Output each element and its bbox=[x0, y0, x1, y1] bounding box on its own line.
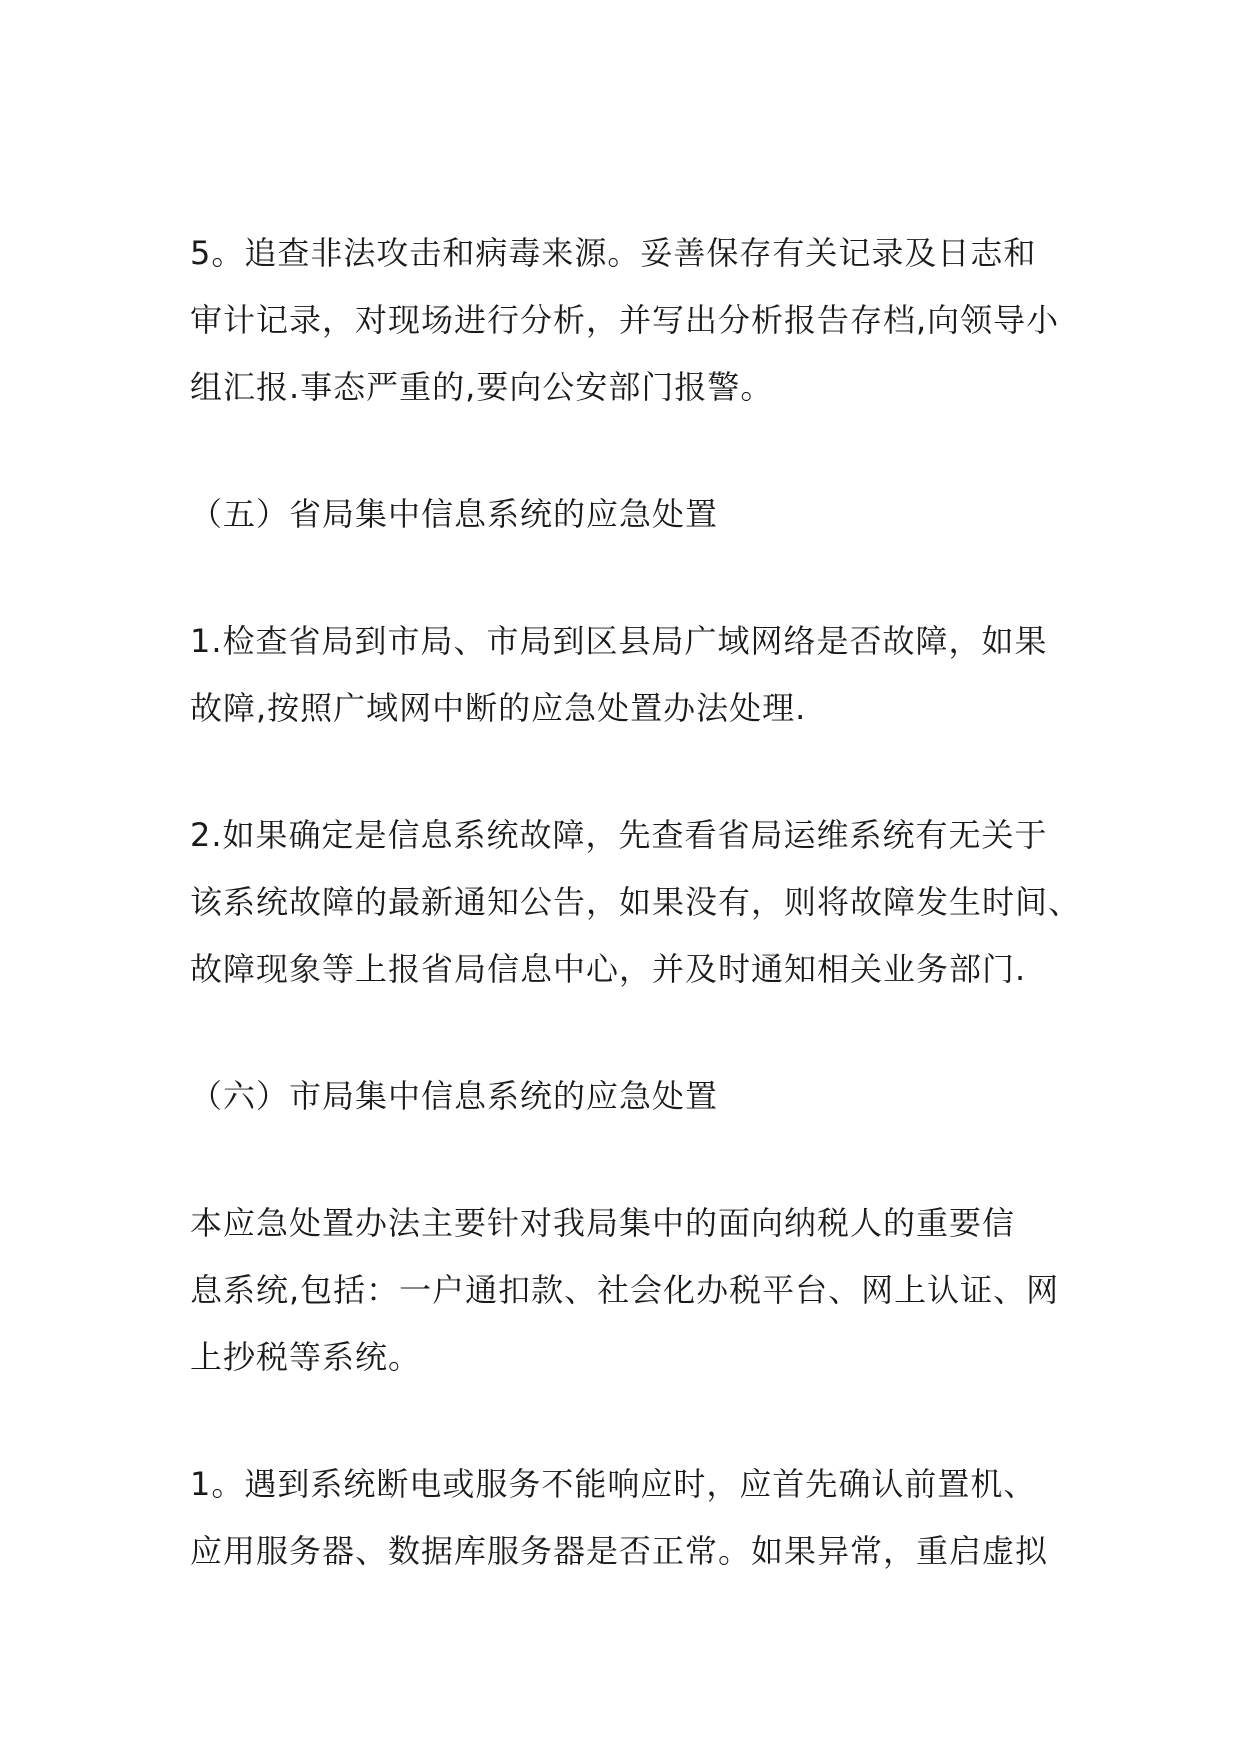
text-line: 应用服务器、数据库服务器是否正常。如果异常，重启虚拟 bbox=[190, 1532, 1049, 1570]
text-line: 本应急处置办法主要针对我局集中的面向纳税人的重要信 bbox=[190, 1204, 1016, 1242]
section-heading-city-systems bbox=[190, 1063, 1070, 1130]
document-body bbox=[190, 220, 1082, 1585]
text-line: 该系统故障的最新通知公告，如果没有，则将故障发生时间、 bbox=[190, 883, 1082, 921]
text-line: 1.检查省局到市局、市局到区县局广域网络是否故障，如果 bbox=[190, 622, 1048, 660]
paragraph-check-wan bbox=[190, 608, 1070, 742]
text-line: 息系统,包括：一户通扣款、社会化办税平台、网上认证、网 bbox=[190, 1271, 1060, 1309]
paragraph-trace-attack-source bbox=[190, 220, 1070, 421]
text-line: 5。追查非法攻击和病毒来源。妥善保存有关记录及日志和 bbox=[190, 234, 1037, 272]
text-line: 审计记录，对现场进行分析，并写出分析报告存档,向领导小 bbox=[190, 301, 1060, 339]
paragraph-power-failure bbox=[190, 1451, 1070, 1585]
text-line: 上抄税等系统。 bbox=[190, 1338, 422, 1376]
section-heading-provincial-systems bbox=[190, 481, 1070, 548]
paragraph-system-fault bbox=[190, 802, 1082, 1003]
text-line: 组汇报.事态严重的,要向公安部门报警。 bbox=[190, 368, 774, 406]
text-line: 故障现象等上报省局信息中心，并及时通知相关业务部门. bbox=[190, 950, 1027, 988]
paragraph-scope bbox=[190, 1190, 1070, 1391]
heading-line: （六）市局集中信息系统的应急处置 bbox=[190, 1077, 719, 1115]
heading-line: （五）省局集中信息系统的应急处置 bbox=[190, 495, 719, 533]
text-line: 2.如果确定是信息系统故障，先查看省局运维系统有无关于 bbox=[190, 816, 1048, 854]
text-line: 1。遇到系统断电或服务不能响应时，应首先确认前置机、 bbox=[190, 1465, 1037, 1503]
text-line: 故障,按照广域网中断的应急处置办法处理. bbox=[190, 689, 807, 727]
